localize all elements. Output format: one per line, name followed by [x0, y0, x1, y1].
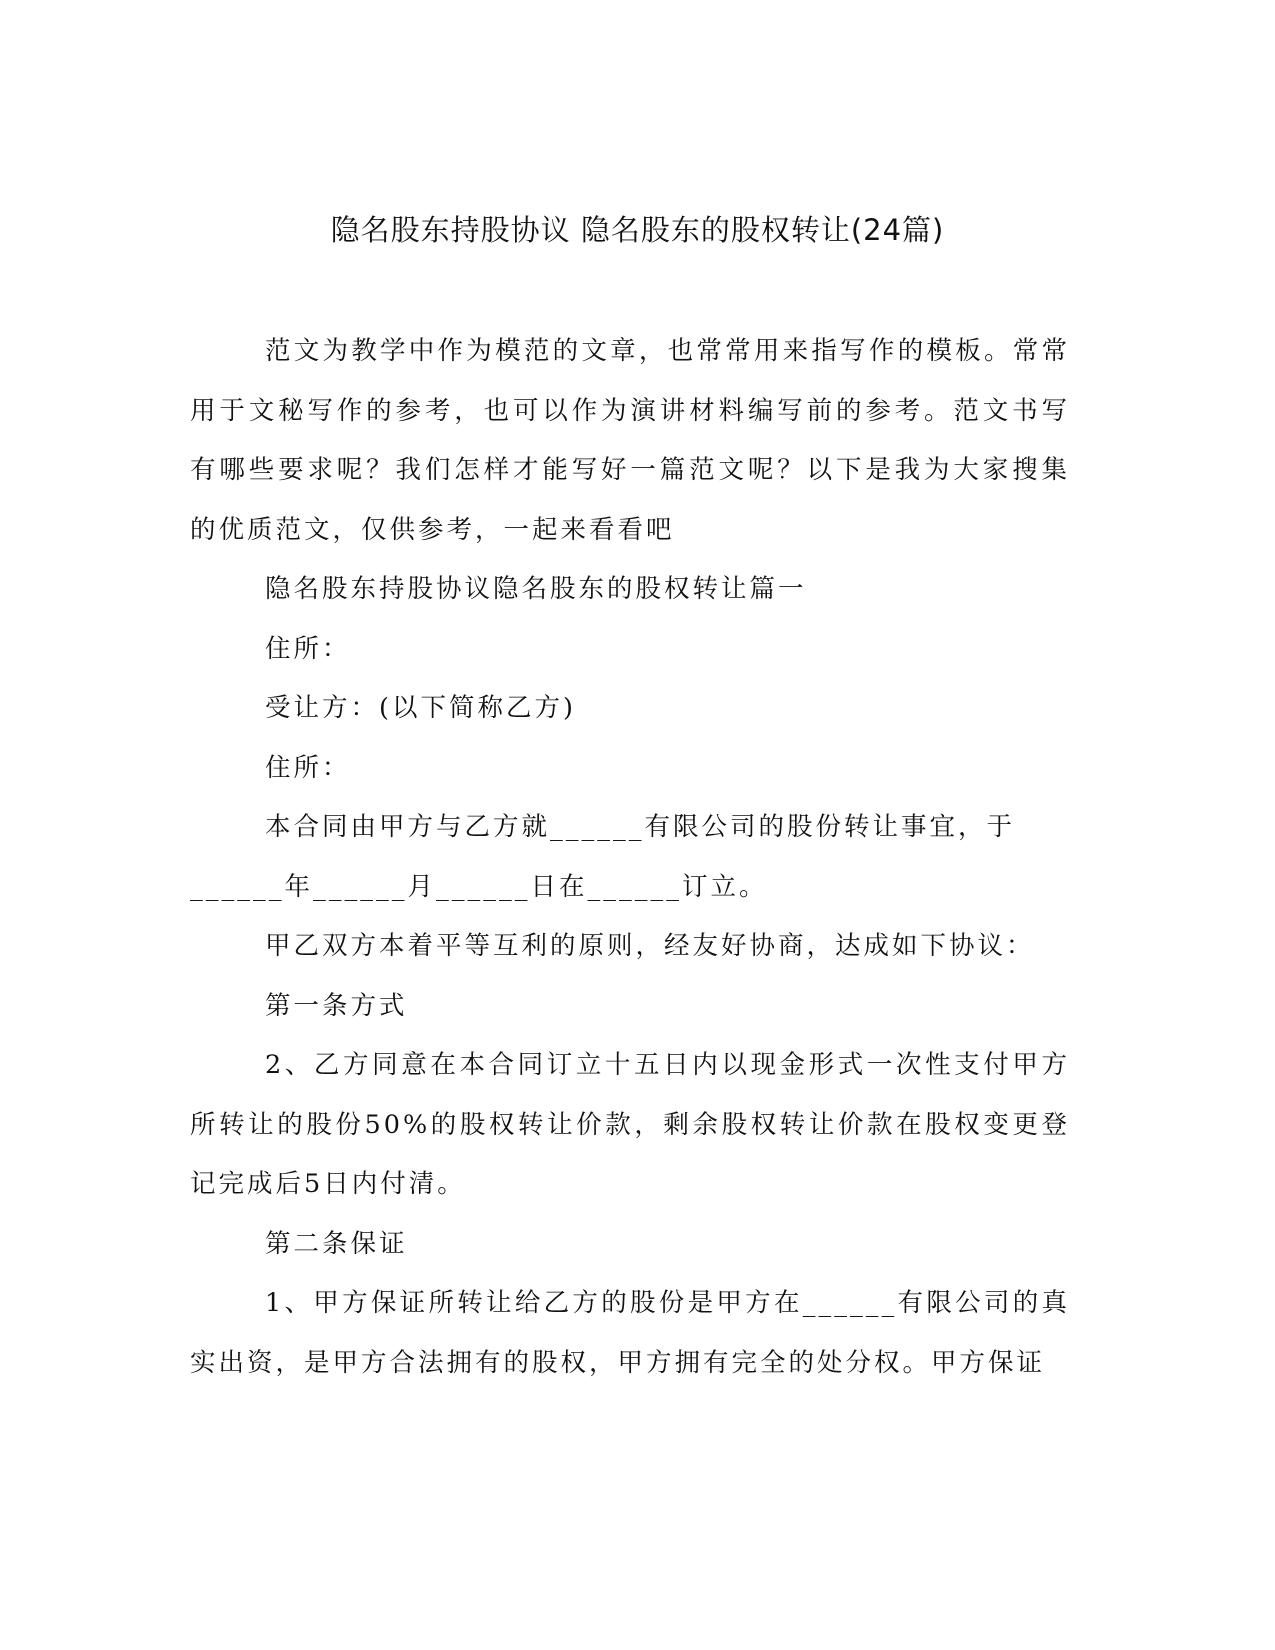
transferee-line: 受让方：(以下简称乙方): [265, 693, 576, 723]
payment-clause: 2、乙方同意在本合同订立十五日内以现金形式一次性支付甲方所转让的股份50%的股权转让价款，剩余股权转让价款在股权变更登记完成后5日内付清。: [190, 1050, 1070, 1199]
address-line: 住所：: [265, 633, 351, 664]
address-line: 住所：: [265, 752, 351, 783]
document-body: [190, 322, 1070, 1393]
document-title: 隐名股东持股协议 隐名股东的股权转让(24篇): [330, 213, 945, 247]
article-heading: 第一条方式: [265, 990, 408, 1021]
contract-statement: 本合同由甲方与乙方就______有限公司的股份转让事宜，于: [265, 812, 1016, 842]
intro-paragraph: 范文为教学中作为模范的文章，也常常用来指写作的模板。常常用于文秘写作的参考，也可以作为演讲材料编写前的参考。范文书写有哪些要求呢？我们怎样才能写好一篇范文呢？以下是我为大家搜集的优质范文，仅供参考，一起来看看吧: [190, 336, 1070, 545]
contract-date-line: ______年______月______日在______订立。: [190, 871, 768, 902]
guarantee-clause: 1、甲方保证所转让给乙方的股份是甲方在______有限公司的真实出资，是甲方合法拥有的股权，甲方拥有完全的处分权。甲方保证: [190, 1288, 1070, 1378]
article-heading: 第二条保证: [265, 1228, 408, 1259]
agreement-principle: 甲乙双方本着平等互利的原则，经友好协商，达成如下协议：: [265, 931, 1035, 961]
section-heading: 隐名股东持股协议隐名股东的股权转让篇一: [265, 574, 807, 604]
